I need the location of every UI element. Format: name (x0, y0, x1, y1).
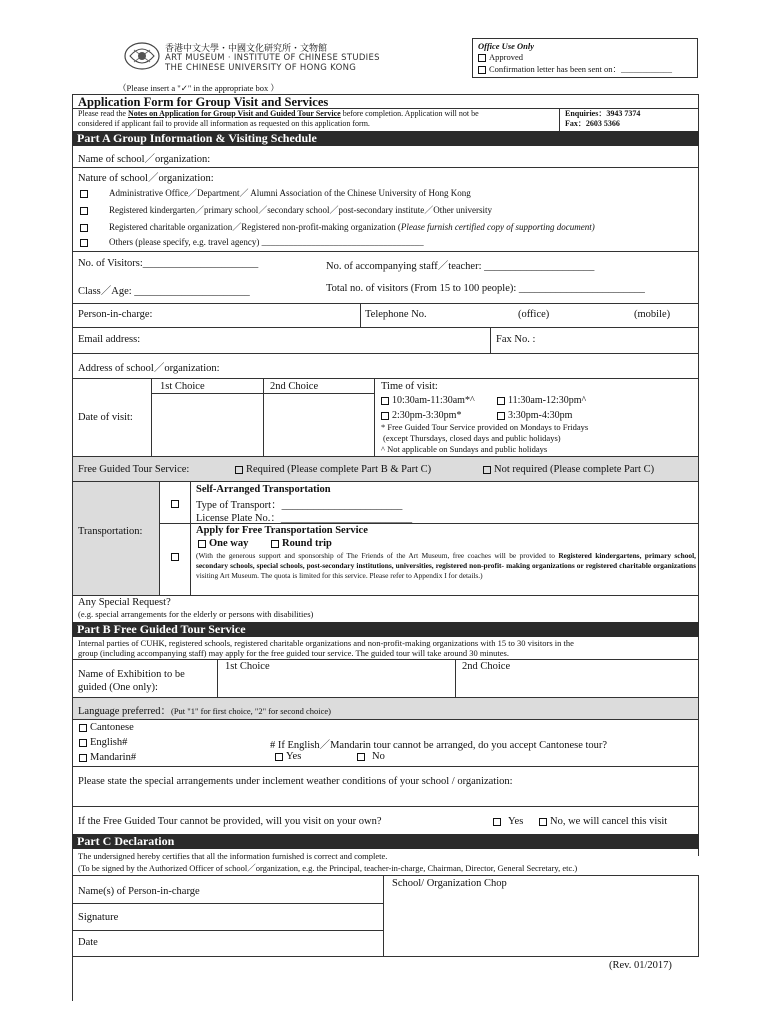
visit-own-yes: Yes (493, 816, 523, 827)
round-trip-option: Round trip (271, 538, 332, 549)
person-names-label: Name(s) of Person-in-charge (78, 886, 200, 897)
free-transport-note: (With the generous support and sponsorship of The Friends of the Art Museum, free coaches will be provided to Registered kindergartens, primary school, secondary schools, special schools, post-secondary institutions, universities, registered non-profit- making organizations or registered charitable organizations visiting Art Museum. The quota is limited for this service. Please refer to Appendix I for details.) (196, 551, 696, 581)
nature-option-3-checkbox[interactable] (80, 224, 88, 232)
visit-own-question: If the Free Guided Tour cannot be provided, will you visit on your own? (78, 816, 382, 827)
weather-arrangement-label: Please state the special arrangements under inclement weather conditions of your school / organization: (78, 776, 513, 787)
person-in-charge-label: Person-in-charge: (78, 309, 153, 320)
museum-logo (122, 40, 162, 72)
fgt-not-required: Not required (Please complete Part C) (483, 464, 654, 475)
lang-cantonese: Cantonese (79, 722, 134, 733)
time-option-2-checkbox[interactable] (497, 397, 505, 405)
logo-text-english-1: ART MUSEUM · INSTITUTE OF CHINESE STUDIES (165, 53, 380, 63)
telephone-mobile-label: (mobile) (634, 309, 671, 320)
office-confirm-checkbox[interactable] (478, 66, 486, 74)
one-way-option: One way (198, 538, 248, 549)
lang-mandarin-box[interactable] (79, 754, 87, 762)
nature-option-2: Registered kindergarten／primary school／secondary school／post-secondary institute／Other university (80, 203, 492, 216)
tick-instruction: （Please insert a "✓" in the appropriate box ） (118, 83, 279, 93)
telephone-label: Telephone No. (365, 309, 427, 320)
fax-label: Fax No. : (496, 334, 536, 345)
fgt-label: Free Guided Tour Service: (78, 464, 190, 475)
accept-yes: Yes (275, 751, 301, 762)
office-confirm-label: Confirmation letter has been sent on：____________ (489, 64, 672, 74)
time-option-3: 2:30pm-3:30pm* (381, 410, 461, 421)
time-note-2: (except Thursdays, closed days and public holidays) (383, 433, 561, 443)
date-choice-1-label: 1st Choice (160, 381, 205, 392)
time-option-4-checkbox[interactable] (497, 412, 505, 420)
notes-link[interactable]: Notes on Application for Group Visit and Guided Tour Service (127, 109, 341, 118)
fax-number: Fax：2603 5366 (565, 119, 620, 128)
declaration-line-1: The undersigned hereby certifies that all the information furnished is correct and complete. (78, 851, 388, 861)
time-option-1-checkbox[interactable] (381, 397, 389, 405)
logo-text-english-2: THE CHINESE UNIVERSITY OF HONG KONG (165, 63, 357, 73)
office-confirm-row (478, 63, 672, 75)
accept-cantonese-question: # If English／Mandarin tour cannot be arranged, do you accept Cantonese tour? (270, 740, 608, 751)
visit-own-no: No, we will cancel this visit (539, 816, 667, 827)
time-option-2: 11:30am-12:30pm^ (497, 395, 586, 406)
fgt-not-required-checkbox[interactable] (483, 466, 491, 474)
lang-cantonese-box[interactable] (79, 724, 87, 732)
one-way-checkbox[interactable] (198, 540, 206, 548)
exhibition-label: Name of Exhibition to be guided (One only): (78, 669, 185, 693)
transport-type-field[interactable]: Type of Transport：_______________________ (196, 500, 403, 511)
fgt-required-checkbox[interactable] (235, 466, 243, 474)
part-b-heading: Part B Free Guided Tour Service (72, 622, 699, 637)
office-use-title: Office Use Only (478, 41, 535, 51)
email-label: Email address: (78, 334, 141, 345)
visit-own-no-checkbox[interactable] (539, 818, 547, 826)
address-label: Address of school／organization: (78, 363, 220, 374)
date-choice-2-label: 2nd Choice (270, 381, 319, 392)
transport-label: Transportation: (78, 526, 143, 537)
free-transport-checkbox[interactable] (171, 553, 179, 561)
declaration-line-2: (To be signed by the Authorized Officer of school／organization, e.g. the Principal, teacher-in-charge, Chairman, Director, General Secretary, etc.) (78, 863, 578, 873)
free-transport-title: Apply for Free Transportation Service (196, 525, 368, 536)
enquiries-number: Enquiries：3943 7374 (565, 109, 641, 118)
signature-label: Signature (78, 912, 119, 923)
date-of-visit-label: Date of visit: (78, 412, 133, 423)
telephone-office-label: (office) (518, 309, 550, 320)
nature-option-1-checkbox[interactable] (80, 190, 88, 198)
logo-text-chinese: 香港中文大學・中國文化研究所・文物館 (165, 44, 328, 54)
lang-english: English# (79, 737, 127, 748)
time-option-1: 10:30am-11:30am*^ (381, 395, 475, 406)
total-visitors-field[interactable]: Total no. of visitors (From 15 to 100 people): ________________________ (326, 283, 645, 294)
self-transport-checkbox[interactable] (171, 500, 179, 508)
time-note-1: * Free Guided Tour Service provided on Mondays to Fridays (381, 422, 589, 432)
revision-label: (Rev. 01/2017) (609, 960, 672, 971)
license-plate-field[interactable]: License Plate No.：_________________________ (196, 513, 413, 524)
time-of-visit-title: Time of visit: (381, 381, 438, 392)
date-label: Date (78, 937, 98, 948)
nature-option-4-checkbox[interactable] (80, 239, 88, 247)
office-approved-row (478, 52, 523, 62)
staff-field[interactable]: No. of accompanying staff／teacher: _____________________ (326, 261, 595, 272)
form-title: Application Form for Group Visit and Services (78, 95, 329, 109)
office-approved-checkbox[interactable] (478, 54, 486, 62)
office-approved-label: Approved (489, 52, 523, 62)
language-label: Language preferred：(Put "1" for first choice, "2" for second choice) (78, 706, 331, 717)
time-option-4: 3:30pm-4:30pm (497, 410, 572, 421)
time-option-3-checkbox[interactable] (381, 412, 389, 420)
fgt-required: Required (Please complete Part B & Part C) (235, 464, 431, 475)
nature-option-3: Registered charitable organization／Registered non-profit-making organization (Please furnish certified copy of supporting document) (80, 220, 595, 233)
chop-label: School/ Organization Chop (392, 878, 507, 889)
nature-option-1: Administrative Office／Department／ Alumni Association of the Chinese University of Hong Kong (80, 186, 471, 199)
special-request-label: Any Special Request? (78, 597, 171, 608)
nature-option-2-checkbox[interactable] (80, 207, 88, 215)
part-b-intro: Internal parties of CUHK, registered schools, registered charitable organizations and non-profit-making organizations with 15 to 30 visitors in the group (including accompanying staff) may apply for the free guided tour service. The guided tour will take around 30 minutes. (78, 638, 574, 658)
intro-text: Please read the Notes on Application for Group Visit and Guided Tour Service before completion. Application will not be considered if applicant fail to provide all information as requested on this application form. (78, 109, 479, 128)
lang-mandarin: Mandarin# (79, 752, 136, 763)
nature-label: Nature of school／organization: (78, 173, 214, 184)
exhibition-choice-1: 1st Choice (225, 661, 270, 672)
part-a-heading: Part A Group Information & Visiting Schedule (72, 131, 699, 146)
visit-own-yes-checkbox[interactable] (493, 818, 501, 826)
self-transport-title: Self-Arranged Transportation (196, 484, 331, 495)
accept-no-checkbox[interactable] (357, 753, 365, 761)
nature-option-4: Others (please specify, e.g. travel agency) ____________________________________ (80, 237, 424, 247)
school-name-label: Name of school／organization: (78, 154, 211, 165)
part-c-heading: Part C Declaration (72, 834, 699, 849)
accept-no: No (357, 751, 385, 762)
class-age-field[interactable]: Class／Age: ______________________ (78, 286, 250, 297)
special-request-example: (e.g. special arrangements for the elderly or persons with disabilities) (78, 609, 314, 619)
time-note-3: ^ Not applicable on Sundays and public holidays (381, 444, 548, 454)
accept-yes-checkbox[interactable] (275, 753, 283, 761)
round-trip-checkbox[interactable] (271, 540, 279, 548)
lang-english-box[interactable] (79, 739, 87, 747)
visitors-field[interactable]: No. of Visitors:______________________ (78, 258, 259, 269)
exhibition-choice-2: 2nd Choice (462, 661, 511, 672)
